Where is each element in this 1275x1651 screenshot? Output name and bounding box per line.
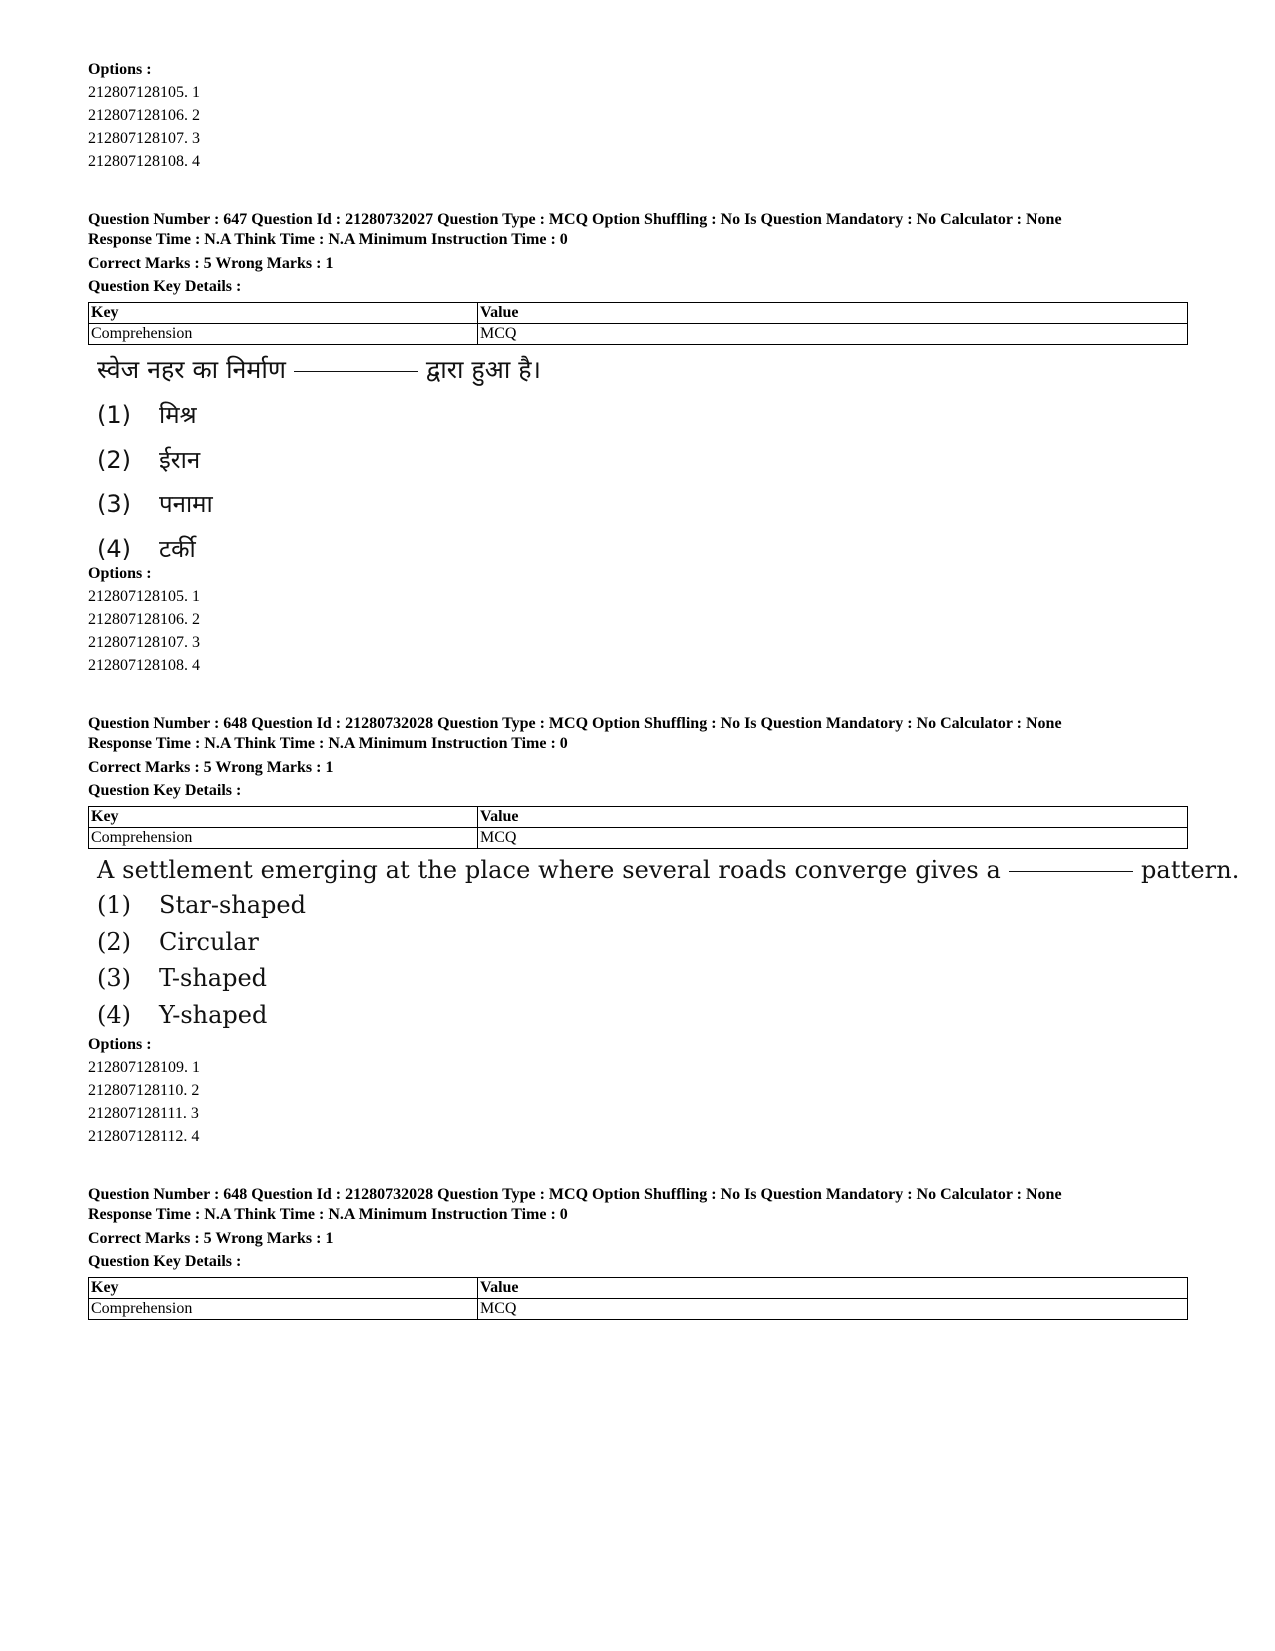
stem-text-before: स्वेज नहर का निर्माण: [97, 355, 286, 384]
options-label: Options :: [88, 61, 152, 78]
table-header-value: Value: [478, 303, 1188, 324]
stem-text-after: pattern.: [1140, 856, 1240, 884]
choice-number: (1): [97, 891, 131, 919]
choice-number: (4): [97, 534, 131, 563]
option-item: 212807128109. 1: [88, 1059, 200, 1076]
key-details-table: [88, 302, 1188, 345]
question-648-header: [88, 714, 1188, 849]
question-marks: Correct Marks : 5 Wrong Marks : 1: [88, 1230, 334, 1247]
choice-number: (3): [97, 490, 131, 519]
choice-item: [97, 482, 1188, 527]
key-details-label: Question Key Details :: [88, 1253, 242, 1270]
answer-blank: [1009, 871, 1133, 872]
option-item: 212807128108. 4: [88, 153, 200, 170]
question-meta-line1: Question Number : 647 Question Id : 21280732027 Question Type : MCQ Option Shuffling : No Is Question Mandatory : No Calculator : None: [88, 211, 1062, 228]
question-stem: [97, 853, 1240, 887]
key-details-label: Question Key Details :: [88, 782, 242, 799]
choice-number: (2): [97, 927, 131, 956]
table-header-key: Key: [89, 303, 478, 324]
choice-text: T-shaped: [159, 964, 268, 992]
question-meta-line1: Question Number : 648 Question Id : 21280732028 Question Type : MCQ Option Shuffling : No Is Question Mandatory : No Calculator : None: [88, 1186, 1062, 1203]
choice-item: [97, 393, 1188, 438]
question-648-options: [88, 1033, 1188, 1148]
question-marks: Correct Marks : 5 Wrong Marks : 1: [88, 255, 334, 272]
choice-number: (4): [97, 1000, 131, 1029]
option-item: 212807128110. 2: [88, 1082, 200, 1099]
option-item: 212807128111. 3: [88, 1105, 199, 1122]
option-item: 212807128105. 1: [88, 588, 200, 605]
choice-text: मिश्र: [159, 401, 197, 429]
option-item: 212807128112. 4: [88, 1128, 200, 1145]
option-item: 212807128107. 3: [88, 130, 200, 147]
table-cell-key: Comprehension: [89, 1299, 478, 1320]
stem-text-before: A settlement emerging at the place where several roads converge gives a: [97, 856, 1001, 884]
choice-text: पनामा: [159, 490, 213, 519]
choice-text: Circular: [159, 927, 259, 956]
choice-item: [97, 997, 1188, 1034]
stem-text-after: द्वारा हुआ है।: [425, 355, 541, 384]
question-648-repeat-header: [88, 1185, 1188, 1320]
options-label: Options :: [88, 565, 152, 582]
option-item: 212807128106. 2: [88, 611, 200, 628]
option-item: 212807128107. 3: [88, 634, 200, 651]
table-cell-value: MCQ: [478, 828, 1188, 849]
question-meta-line2: Response Time : N.A Think Time : N.A Minimum Instruction Time : 0: [88, 734, 568, 752]
choice-item: [97, 924, 1188, 961]
question-647-body: [88, 353, 1188, 571]
question-stem: [97, 353, 1188, 387]
choice-number: (3): [97, 964, 131, 992]
question-meta-line2: Response Time : N.A Think Time : N.A Minimum Instruction Time : 0: [88, 1205, 568, 1223]
table-cell-value: MCQ: [478, 324, 1188, 345]
top-options-block: [88, 58, 1188, 173]
option-item: 212807128105. 1: [88, 84, 200, 101]
answer-blank: [294, 371, 418, 372]
table-header-key: Key: [89, 1278, 478, 1299]
question-meta-line1: Question Number : 648 Question Id : 21280732028 Question Type : MCQ Option Shuffling : No Is Question Mandatory : No Calculator : None: [88, 715, 1062, 732]
choice-number: (2): [97, 445, 131, 474]
question-meta-line2: Response Time : N.A Think Time : N.A Minimum Instruction Time : 0: [88, 230, 568, 248]
option-item: 212807128108. 4: [88, 657, 200, 674]
question-647-options: [88, 562, 1188, 677]
options-label: Options :: [88, 1036, 152, 1053]
question-648-body: [88, 853, 1240, 1033]
key-details-table: [88, 1277, 1188, 1320]
choice-item: [97, 960, 1188, 997]
choice-item: [97, 887, 1188, 924]
choice-item: [97, 438, 1188, 483]
table-cell-key: Comprehension: [89, 324, 478, 345]
option-item: 212807128106. 2: [88, 107, 200, 124]
table-cell-key: Comprehension: [89, 828, 478, 849]
choice-number: (1): [97, 401, 131, 429]
choice-text: टर्की: [159, 534, 196, 563]
table-header-value: Value: [478, 1278, 1188, 1299]
question-marks: Correct Marks : 5 Wrong Marks : 1: [88, 759, 334, 776]
table-header-value: Value: [478, 807, 1188, 828]
table-cell-value: MCQ: [478, 1299, 1188, 1320]
key-details-table: [88, 806, 1188, 849]
table-header-key: Key: [89, 807, 478, 828]
choice-text: ईरान: [159, 445, 201, 474]
choice-text: Y-shaped: [159, 1000, 268, 1029]
question-647-header: [88, 210, 1188, 345]
choice-text: Star-shaped: [159, 891, 306, 919]
key-details-label: Question Key Details :: [88, 278, 242, 295]
